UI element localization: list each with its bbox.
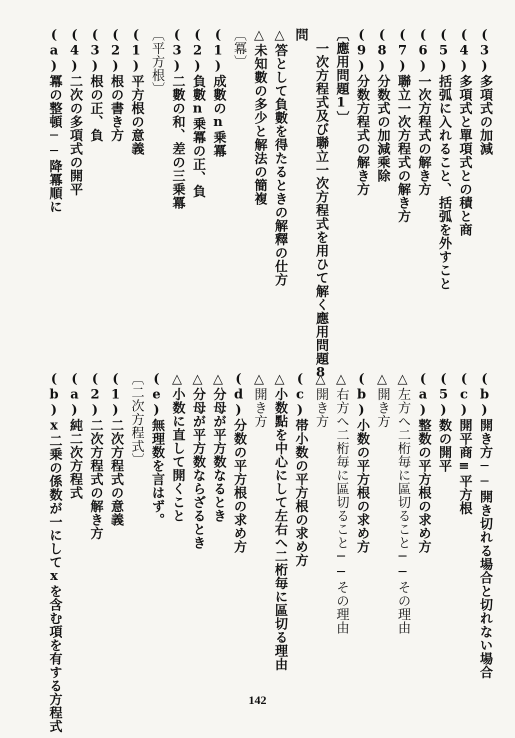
upper-outline-line: (3)多項式の加減 [477,28,492,156]
upper-outline-line: △答として負數を得たるときの解釋の仕方 [272,28,287,287]
lower-outline-line: (1)二次方程式の意義 [108,372,123,527]
upper-outline-line: (8)分数式の加減乘除 [374,28,390,183]
upper-outline-line: (7)聯立一次方程式の解き方 [395,28,410,223]
lower-outline-line: (b)x二乗の係数が一にしてxを含む項を有する方程式 [46,372,62,733]
upper-outline-line: (4)二次の多項式の開平 [67,28,82,196]
lower-outline-line: (a)純二次方程式 [67,372,82,500]
lower-outline-line: (c)帯小数の平方根の求め方 [292,372,308,567]
upper-outline-line: 〔應用問題1〕 [333,28,349,125]
upper-outline-line: (3)根の正、負 [87,28,103,142]
lower-outline-line: △分母が平方数なるとき [210,372,226,523]
upper-outline-line: (5)括弧に入れること、括弧を外すこと [436,28,451,291]
upper-outline-line: 一次方程式及び聯立一次方程式を用ひて解く應用問題8 [313,28,328,381]
upper-outline-line: 〔冪〕 [231,28,246,69]
lower-outline-line: △小数點を中心にして左右へ二桁毎に區切る理由 [272,372,287,671]
page-number: 142 [248,693,267,707]
lower-outline-line: (b)小数の平方根の求め方 [354,372,369,554]
lower-outline-line: (e)無理数を言はず。 [149,372,164,527]
lower-outline-line: 〔二次方程式〕 [128,372,144,467]
lower-outline-line: △開き方 [374,372,390,428]
lower-outline-line: (5)数の開平 [436,372,451,473]
upper-outline-line: (6)一次方程式の解き方 [415,28,431,196]
lower-outline-line: △分母が平方数ならざるとき [190,372,205,550]
lower-outline-line: (b)開き方──開き切れる場合と切れない場合 [477,372,492,679]
upper-outline-line: (4)多項式と單項式との積と商 [456,28,472,237]
upper-outline-line: (1)平方根の意義 [128,28,144,156]
upper-outline-line: (2)負數n乗冪の正、負 [190,28,205,198]
upper-outline-line: (9)分数方程式の解き方 [354,28,369,196]
upper-outline-line: (2)根の書き方 [108,28,123,142]
lower-outline-line: △開き方 [313,372,328,428]
upper-outline-line: (a)冪の整頓──降冪順に [46,28,62,214]
lower-outline-line: △小数に直して開くこと [169,372,185,523]
upper-outline-line: 〔平方根〕 [149,28,164,96]
upper-outline-line: △未知數の多少と解法の簡複 [251,28,267,206]
lower-outline-line: (d)分数の平方根の求め方 [231,372,246,554]
lower-outline-line: △右方へ二桁毎に區切ること──その理由 [333,372,349,635]
lower-outline-line: △左方へ二桁毎に區切ること──その理由 [395,372,410,635]
upper-outline-line: (3)二數の和、差の三乗冪 [169,28,185,210]
lower-outline-line: (2)二次方程式の解き方 [87,372,103,540]
upper-outline-line: 問 [292,28,308,42]
lower-outline-line: (c)開平商≡平方根 [456,372,472,515]
lower-outline-line: (a)整数の平方根の求め方 [415,372,431,554]
upper-outline-line: (1)成數のn乗冪 [210,28,226,158]
lower-outline-line: △開き方 [251,372,267,428]
